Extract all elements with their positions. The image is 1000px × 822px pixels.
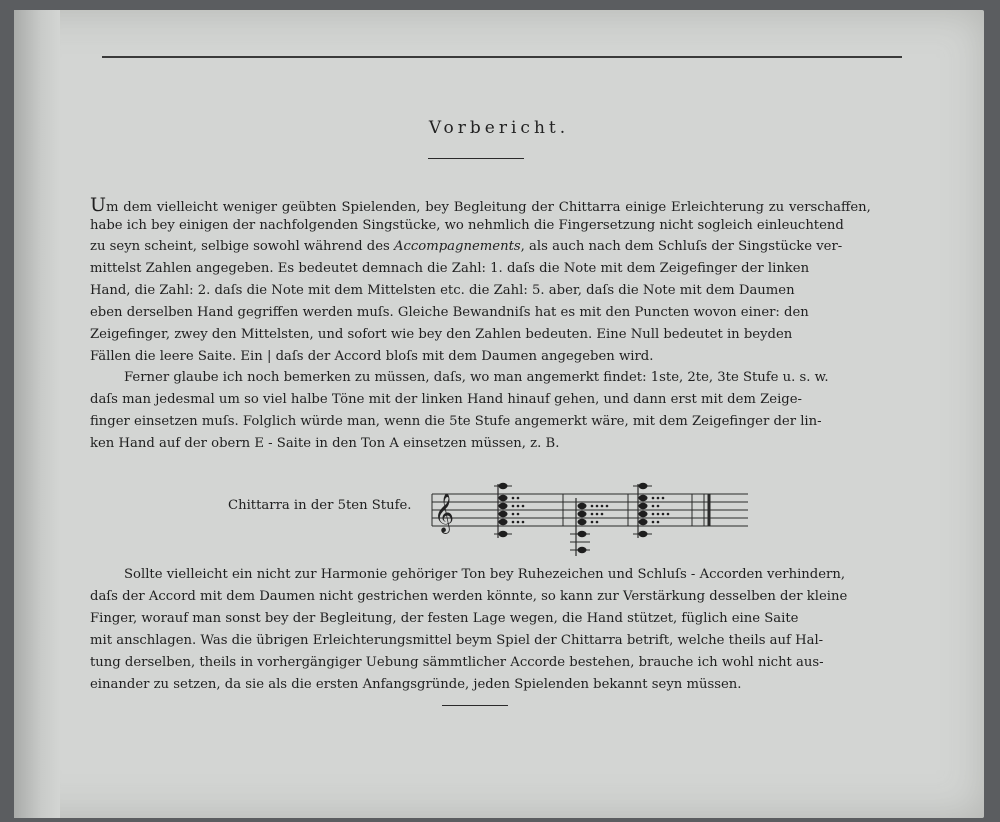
text-line: Hand, die Zahl: 2. daſs die Note mit dem Mittelsten etc. die Zahl: 5. aber, daſs die Note mit dem Daumen (90, 283, 795, 298)
text-line: zu seyn scheint, selbige sowohl während des Accompagnements, als auch nach dem Schluſs der Singstücke ver- (90, 239, 843, 254)
music-staff-example (430, 472, 770, 568)
text-line: mittelst Zahlen angegeben. Es bedeutet demnach die Zahl: 1. daſs die Note mit dem Zeigefinger der linken (90, 261, 810, 276)
text-line: eben derselben Hand gegriffen werden muſs. Gleiche Bewandniſs hat es mit den Puncten wovon einer: den (90, 305, 809, 320)
top-rule (102, 56, 902, 58)
closing-rule (442, 705, 508, 706)
text-line: Zeigefinger, zwey den Mittelsten, und sofort wie bey den Zahlen bedeuten. Eine Null bedeutet in beyden (90, 327, 793, 342)
text-line: daſs der Accord mit dem Daumen nicht gestrichen werden könnte, so kann zur Verstärkung desselben der kleine (90, 589, 848, 604)
text-line: Um dem vielleicht weniger geübten Spielenden, bey Begleitung der Chittarra einige Erleichterung zu verschaffen, (90, 194, 871, 216)
text-line: daſs man jedesmal um so viel halbe Töne mit der linken Hand hinauf gehen, und dann erst mit dem Zeige- (90, 392, 803, 407)
text-line: tung derselben, theils in vorhergängiger Uebung sämmtlicher Accorde bestehen, brauche ich wohl nicht aus- (90, 655, 824, 670)
text-line: ken Hand auf der obern E - Saite in den Ton A einsetzen müssen, z. B. (90, 436, 560, 451)
example-label: Chittarra in der 5ten Stufe. (228, 498, 412, 513)
title-underline (428, 158, 524, 159)
text-line: mit anschlagen. Was die übrigen Erleichterungsmittel beym Spiel der Chittarra betrift, welche theils auf Hal- (90, 633, 824, 648)
text-line: Ferner glaube ich noch bemerken zu müssen, daſs, wo man angemerkt findet: 1ste, 2te, 3te Stufe u. s. w. (124, 370, 829, 385)
text-line: habe ich bey einigen der nachfolgenden Singstücke, wo nehmlich die Fingersetzung nicht sogleich einleuchtend (90, 218, 844, 233)
book-page (14, 10, 984, 818)
text-line: Sollte vielleicht ein nicht zur Harmonie gehöriger Ton bey Ruhezeichen und Schluſs - Accorden verhindern, (124, 567, 846, 582)
treble-clef-icon: 𝄞 (434, 493, 455, 533)
drop-cap: U (90, 194, 107, 216)
text-line: einander zu setzen, da sie als die ersten Anfangsgründe, jeden Spielenden bekannt seyn müssen. (90, 677, 742, 692)
text-line: Fällen die leere Saite. Ein | daſs der Accord bloſs mit dem Daumen angegeben wird. (90, 349, 654, 364)
text-line: Finger, worauf man sonst bey der Begleitung, der festen Lage wegen, die Hand stützet, füglich eine Saite (90, 611, 799, 626)
text-line: finger einsetzen muſs. Folglich würde man, wenn die 5te Stufe angemerkt wäre, mit dem Zeigefinger der lin- (90, 414, 822, 429)
page-title: Vorbericht. (428, 118, 570, 138)
